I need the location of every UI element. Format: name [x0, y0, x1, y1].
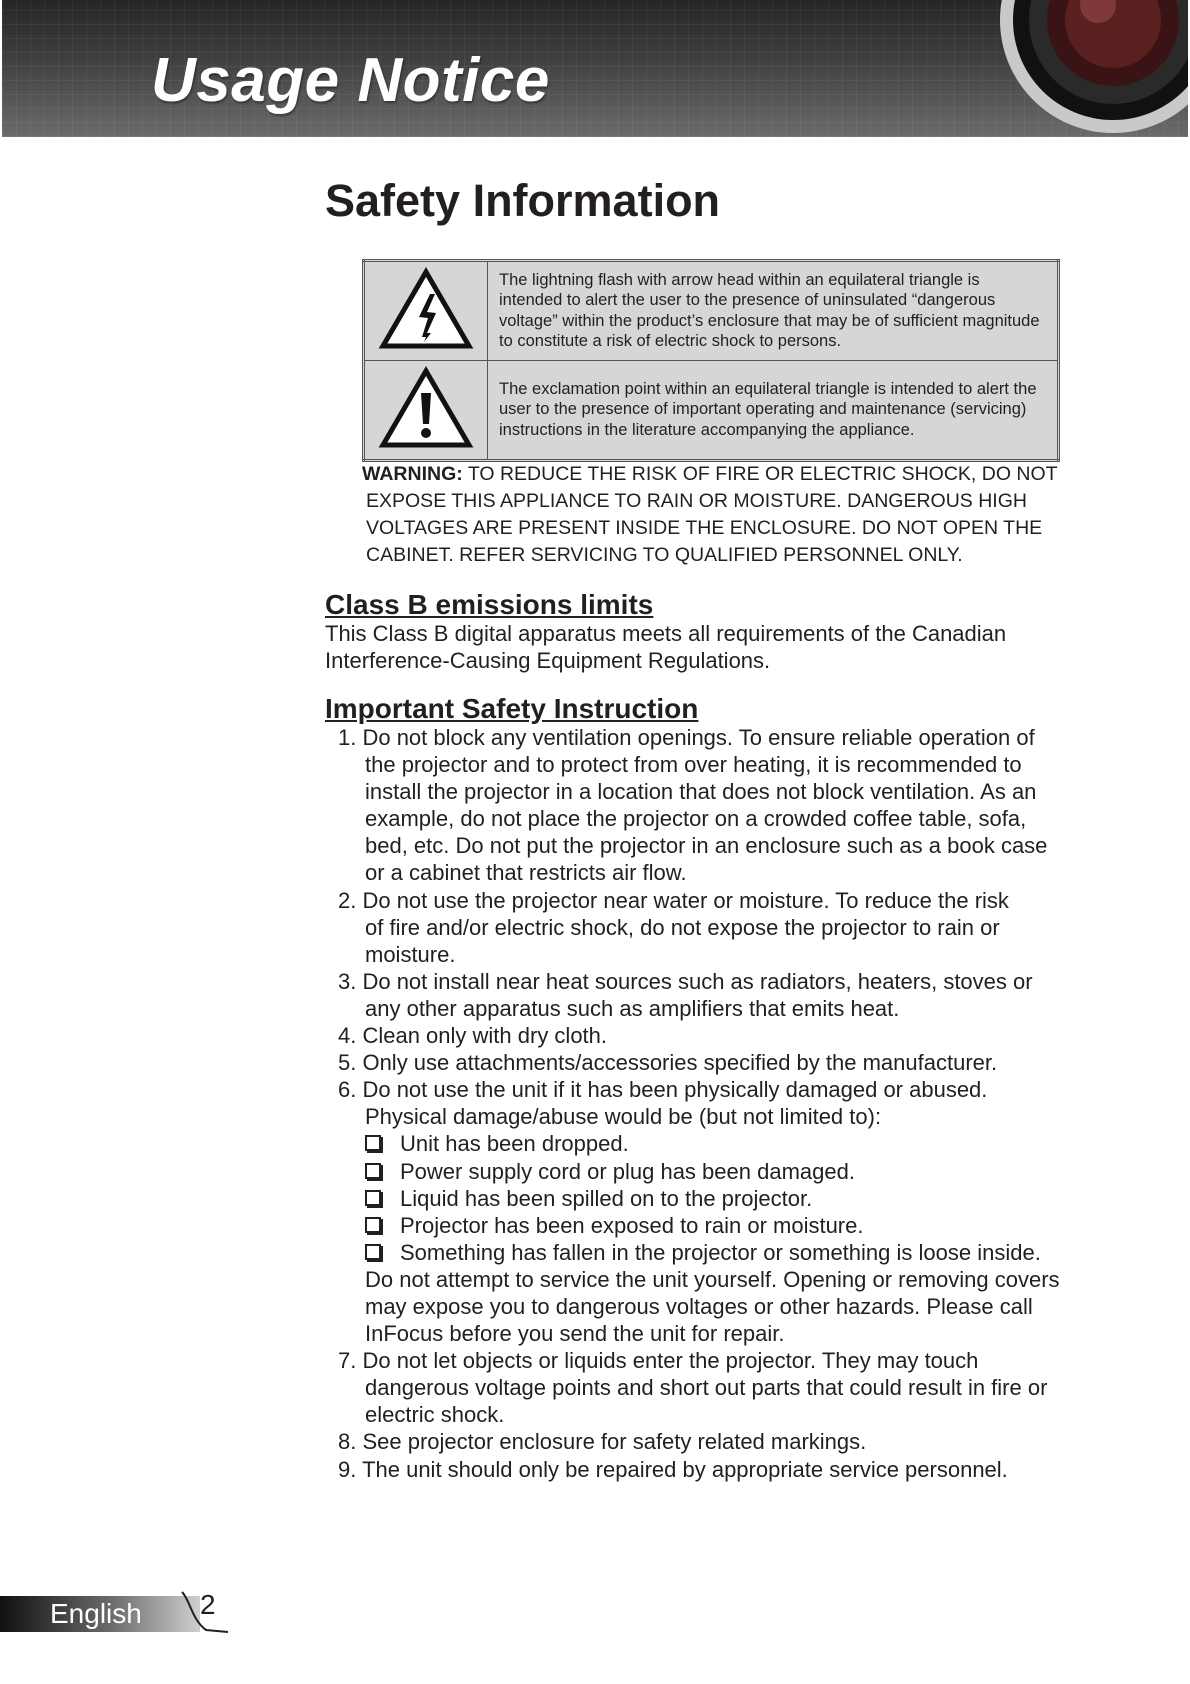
warning-text: CABINET. REFER SERVICING TO QUALIFIED PERSONNEL ONLY. [366, 544, 963, 566]
list-item-text: example, do not place the projector on a crowded coffee table, sofa, [365, 806, 1027, 832]
list-item-continuation [338, 1266, 1098, 1293]
list-item-continuation [338, 1103, 1098, 1130]
list-item-continuation [338, 1293, 1098, 1320]
symbol-row [364, 261, 1059, 361]
list-item-text: Something has fallen in the projector or something is loose inside. [400, 1239, 1041, 1265]
list-item-text: any other apparatus such as amplifiers that emits heat. [365, 995, 900, 1021]
warning-text: TO REDUCE THE RISK OF FIRE OR ELECTRIC SHOCK, DO NOT [467, 463, 1058, 485]
class-b-heading: Class B emissions limits [325, 589, 654, 620]
list-item-continuation [338, 1320, 1098, 1347]
sub-list-item [338, 1130, 1098, 1157]
checkbox-bullet-icon [365, 1190, 381, 1206]
footer-language: English [50, 1598, 142, 1629]
list-item-text: install the projector in a location that does not block ventilation. As an [365, 779, 1037, 805]
symbol-row [364, 361, 1059, 461]
symbol-description: The lightning flash with arrow head within an equilateral triangle is intended to alert the user to the presence of uninsulated “dangerous voltage” within the product’s enclosure that may be of sufficient magnitude to constitute a risk of electric shock to persons. [488, 261, 1059, 361]
checkbox-bullet-icon [365, 1135, 381, 1151]
header-title: Usage Notice [151, 46, 550, 115]
list-item [338, 1456, 1098, 1483]
list-item-text: Do not attempt to service the unit yourself. Opening or removing covers [365, 1266, 1060, 1292]
sub-list-item [338, 1158, 1098, 1185]
checkbox-bullet-icon [365, 1163, 381, 1179]
list-item-continuation [338, 914, 1098, 941]
list-item-text: 8. See projector enclosure for safety related markings. [338, 1429, 867, 1455]
list-item [338, 887, 1098, 914]
list-item-text: Liquid has been spilled on to the projector. [400, 1185, 813, 1211]
list-item [338, 724, 1098, 751]
checkbox-bullet-icon [365, 1244, 381, 1260]
list-item-text: 9. The unit should only be repaired by appropriate service personnel. [338, 1456, 1008, 1482]
list-item-text: Projector has been exposed to rain or moisture. [400, 1212, 864, 1238]
list-item-text: 2. Do not use the projector near water or moisture. To reduce the risk [338, 887, 1009, 913]
list-item-text: the projector and to protect from over heating, it is recommended to [365, 752, 1022, 778]
list-item [338, 1076, 1098, 1103]
warning-text: VOLTAGES ARE PRESENT INSIDE THE ENCLOSURE. DO NOT OPEN THE [366, 517, 1043, 539]
section-title: Safety Information [325, 175, 721, 226]
list-item [338, 1347, 1098, 1374]
sub-list-item [338, 1239, 1098, 1266]
class-b-text [325, 620, 1006, 674]
list-item-text: moisture. [365, 941, 456, 967]
class-b-line: Interference-Causing Equipment Regulations. [325, 648, 771, 673]
list-item-text: 5. Only use attachments/accessories specified by the manufacturer. [338, 1050, 998, 1076]
checkbox-bullet-icon [365, 1217, 381, 1233]
class-b-line: This Class B digital apparatus meets all requirements of the Canadian [325, 621, 1007, 646]
list-item-text: of fire and/or electric shock, do not expose the projector to rain or [365, 914, 1000, 940]
list-item-text: dangerous voltage points and short out parts that could result in fire or [365, 1375, 1048, 1401]
list-item-continuation [338, 1401, 1098, 1428]
list-item [338, 1049, 1098, 1076]
list-item-text: Power supply cord or plug has been damaged. [400, 1158, 855, 1184]
lightning-warning-icon [378, 267, 474, 351]
list-item-continuation [338, 995, 1098, 1022]
projector-lens-image [998, 0, 1188, 135]
list-item-text: InFocus before you send the unit for repair. [365, 1321, 785, 1347]
list-item-continuation [338, 1374, 1098, 1401]
list-item-continuation [338, 778, 1098, 805]
warning-text: EXPOSE THIS APPLIANCE TO RAIN OR MOISTURE. DANGEROUS HIGH [366, 490, 1027, 512]
list-item-text: 1. Do not block any ventilation openings. To ensure reliable operation of [338, 725, 1035, 750]
list-item-text: 6. Do not use the unit if it has been physically damaged or abused. [338, 1077, 988, 1103]
list-item-text: electric shock. [365, 1402, 505, 1428]
sub-list-item [338, 1185, 1098, 1212]
list-item-text: may expose you to dangerous voltages or other hazards. Please call [365, 1293, 1033, 1319]
important-heading: Important Safety Instruction [325, 693, 699, 724]
list-item [338, 1428, 1098, 1455]
important-instruction-list [338, 724, 1098, 1483]
sub-list-item [338, 1212, 1098, 1239]
list-item-text: 3. Do not install near heat sources such as radiators, heaters, stoves or [338, 968, 1033, 994]
exclamation-warning-icon [378, 366, 474, 450]
warning-label: WARNING: [362, 463, 463, 485]
list-item-text: 4. Clean only with dry cloth. [338, 1023, 608, 1049]
list-item [338, 1022, 1098, 1049]
page-number: 2 [200, 1589, 216, 1620]
list-item-text: Physical damage/abuse would be (but not limited to): [365, 1104, 882, 1130]
symbol-description: The exclamation point within an equilateral triangle is intended to alert the user to the presence of important operating and maintenance (servicing) instructions in the literature accompanying the appliance. [488, 361, 1059, 461]
safety-symbols-table [362, 259, 1060, 462]
page-footer [0, 1590, 230, 1640]
list-item-continuation [338, 859, 1098, 886]
list-item-text: bed, etc. Do not put the projector in an enclosure such as a book case [365, 833, 1048, 859]
warning-block [362, 461, 1082, 569]
list-item-text: or a cabinet that restricts air flow. [365, 860, 687, 886]
list-item-continuation [338, 751, 1098, 778]
list-item-text: Unit has been dropped. [400, 1131, 629, 1157]
list-item-continuation [338, 941, 1098, 968]
list-item-continuation [338, 832, 1098, 859]
list-item-continuation [338, 805, 1098, 832]
list-item [338, 968, 1098, 995]
list-item-text: 7. Do not let objects or liquids enter the projector. They may touch [338, 1348, 979, 1374]
page-header [2, 0, 1188, 137]
